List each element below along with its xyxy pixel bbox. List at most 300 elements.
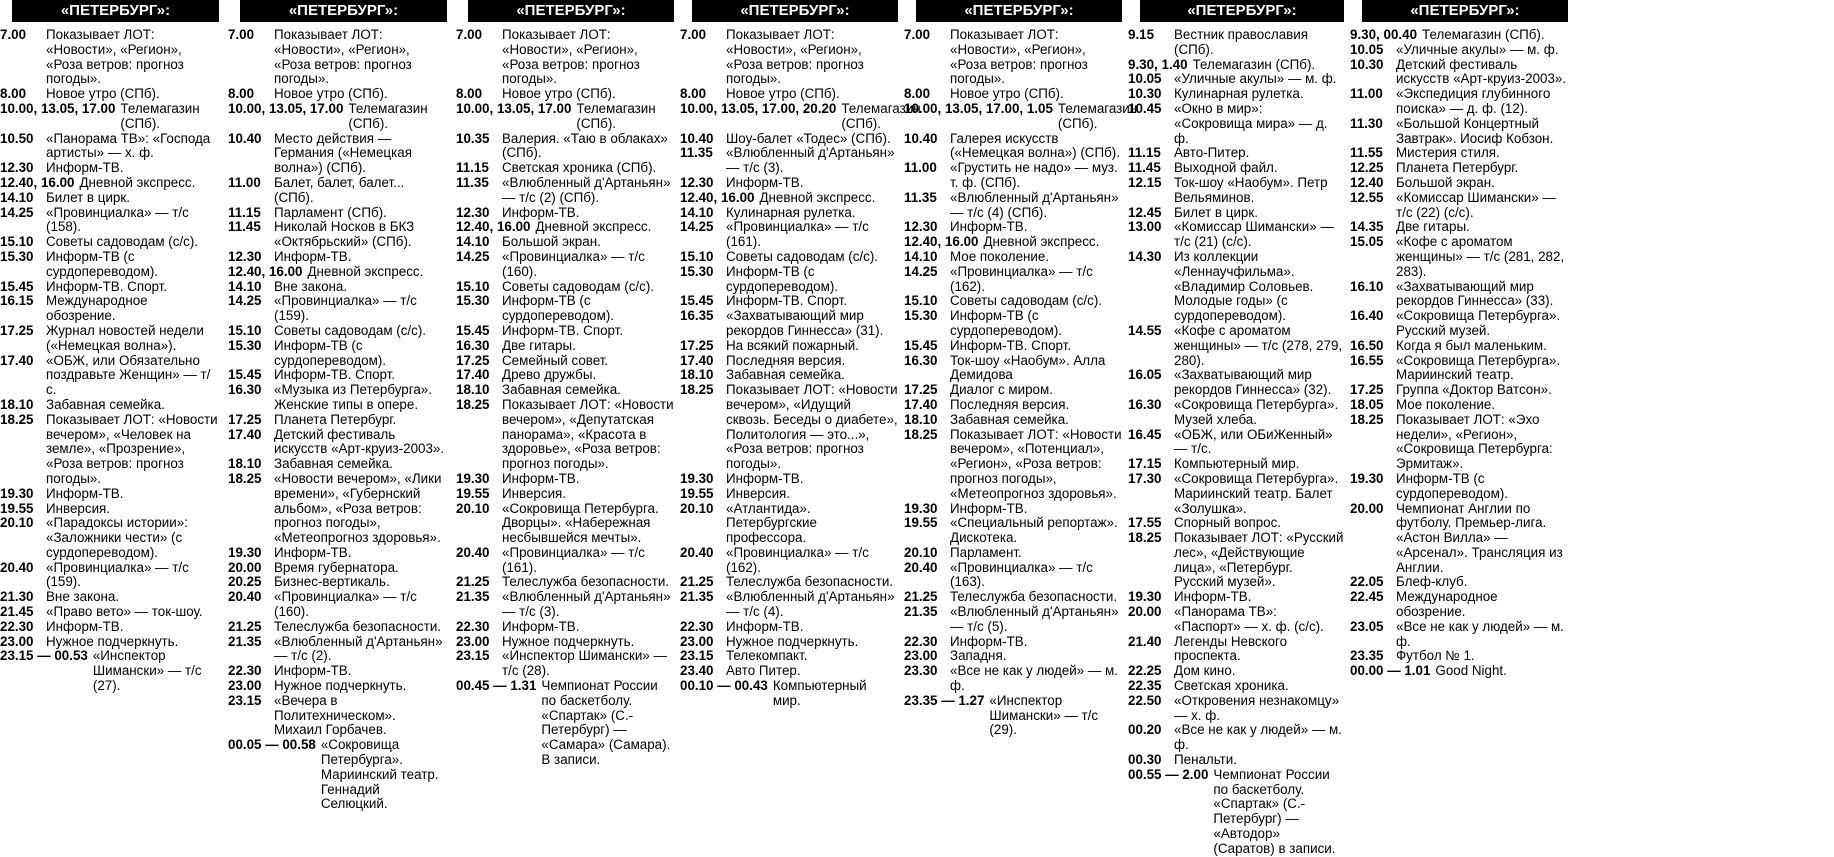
- program-time: 00.00 — 1.01: [1350, 663, 1431, 679]
- program-entry: [456, 28, 674, 87]
- program-entry: [0, 502, 219, 517]
- program-time: 19.55: [904, 515, 938, 531]
- program-title: Показывает ЛОТ: «Новости вечером», «Потенциал», «Регион», «Роза ветров: прогноз погоды», «Метеопрогноз здоровья».: [950, 426, 1122, 501]
- program-title: Телекомпакт.: [726, 648, 808, 664]
- program-time: 21.35: [904, 604, 938, 620]
- program-entry: [904, 191, 1122, 221]
- program-time: 18.25: [680, 382, 714, 398]
- program-time: 12.40, 16.00: [0, 174, 75, 190]
- program-entry: [0, 590, 219, 605]
- program-entry: [1128, 324, 1344, 368]
- program-entry: [1350, 649, 1568, 664]
- program-title: Новое утро (СПб).: [502, 86, 616, 102]
- program-time: 11.15: [1128, 145, 1161, 161]
- program-title: Показывает ЛОТ: «Эхо недели», «Регион», «Сокровища Петербурга: Эрмитаж».: [1396, 411, 1553, 472]
- program-title: Информ-ТВ (с сурдопереводом).: [46, 248, 158, 279]
- program-title: Чемпионат России по баскетболу. «Спартак» (С.-Петербург) — «Самара» (Самара). В записи.: [541, 678, 671, 768]
- program-time: 7.00: [680, 27, 707, 42]
- program-entry: [456, 575, 674, 590]
- program-time: 15.45: [228, 367, 262, 383]
- program-title: Когда я был маленьким.: [1396, 337, 1547, 353]
- program-entry: [1128, 516, 1344, 531]
- program-entry: [1128, 472, 1344, 516]
- program-title: Телемагазин (СПб).: [1192, 56, 1316, 72]
- program-time: 23.15: [680, 648, 714, 664]
- program-entry: [680, 679, 898, 709]
- program-title: На всякий пожарный.: [726, 337, 859, 353]
- program-time: 20.40: [680, 544, 714, 560]
- program-time: 13.00: [1128, 219, 1162, 235]
- program-title: Телемагазин (СПб).: [1422, 27, 1545, 42]
- program-entry: [1350, 146, 1568, 161]
- program-title: Журнал новостей недели («Немецкая волна»).: [46, 322, 204, 353]
- program-entry: [1128, 72, 1344, 87]
- program-title: Информ-ТВ (с сурдопереводом).: [274, 337, 386, 368]
- program-title: «Влюбленный д'Артаньян» — т/с (4) (СПб).: [950, 189, 1119, 220]
- program-time: 15.10: [680, 248, 714, 264]
- program-title: Информ-ТВ.: [46, 618, 124, 634]
- program-time: 21.45: [0, 604, 34, 620]
- program-entry: [680, 100, 921, 132]
- program-time: 19.30: [0, 485, 34, 501]
- program-time: 22.35: [1128, 678, 1162, 694]
- program-time: 16.30: [904, 352, 938, 368]
- channel-column: [1128, 0, 1344, 857]
- program-entry: [228, 664, 447, 679]
- program-title: Кулинарная рулетка.: [726, 204, 856, 220]
- program-time: 11.35: [904, 189, 937, 205]
- program-entry: [456, 280, 674, 295]
- program-entry: [680, 649, 898, 664]
- program-entry: [1350, 58, 1568, 88]
- program-title: Древо дружбы.: [502, 367, 597, 383]
- program-title: Телемагазин (СПб).: [1057, 100, 1138, 131]
- program-time: 11.55: [1350, 145, 1383, 161]
- program-time: 12.40, 16.00: [456, 219, 531, 235]
- program-entry: [0, 413, 219, 487]
- program-title: «Сокровища Петербурга. Дворцы». «Набережная несбывшейся мечты».: [502, 500, 659, 546]
- program-title: Забавная семейка.: [274, 456, 393, 472]
- program-entry: [1128, 531, 1344, 590]
- program-title: «Все не как у людей» — м. ф.: [1174, 722, 1342, 753]
- program-title: «Сокровища Петербурга». Мариинский театр. Балет «Золушка».: [1174, 470, 1339, 516]
- program-title: Показывает ЛОТ: «Новости вечером», «Депутатская панорама», «Красота в здоровье», «Роза ветров: прогноз погоды».: [502, 396, 674, 472]
- program-title: Компьютерный мир.: [1174, 456, 1300, 472]
- program-title: «ОБЖ, или Обязательно поздравьте Женщин» — т/с.: [46, 352, 211, 398]
- program-title: Дневной экспресс.: [983, 234, 1100, 250]
- program-time: 19.55: [0, 500, 34, 516]
- program-title: Показывает ЛОТ: «Новости», «Регион», «Роза ветров: прогноз погоды».: [274, 27, 412, 87]
- program-title: Новое утро (СПб).: [950, 86, 1064, 102]
- program-title: «Инспектор Шимански» — т/с (27).: [92, 648, 202, 694]
- program-title: Шоу-балет «Тодес» (СПб).: [726, 130, 891, 146]
- program-title: Международное обозрение.: [46, 293, 148, 324]
- program-title: Новое утро (СПб).: [726, 86, 840, 102]
- program-time: 8.00: [228, 86, 255, 102]
- program-time: 17.55: [1128, 515, 1162, 531]
- program-time: 14.25: [904, 263, 938, 279]
- program-time: 00.30: [1128, 752, 1162, 768]
- program-title: Ток-шоу «Наобум». Алла Демидова: [950, 352, 1106, 383]
- program-time: 16.55: [1350, 352, 1384, 368]
- program-entry: [1128, 58, 1344, 73]
- program-title: Компьютерный мир.: [772, 678, 867, 708]
- program-time: 16.35: [680, 308, 714, 324]
- program-title: Дневной экспресс.: [535, 219, 652, 235]
- program-time: 12.30: [0, 160, 34, 176]
- channel-header: «ПЕТЕРБУРГ»:: [240, 0, 447, 22]
- program-entry: [904, 87, 1122, 102]
- program-entry: [0, 28, 219, 87]
- program-entry: [456, 590, 674, 620]
- program-title: Новое утро (СПб).: [46, 86, 160, 102]
- program-entry: [904, 265, 1122, 295]
- program-title: Парламент.: [950, 544, 1022, 560]
- program-time: 10.30: [1128, 86, 1162, 102]
- program-time: 23.00: [456, 633, 490, 649]
- program-list: [456, 28, 674, 768]
- program-title: «Провинциалка» — т/с (162).: [726, 544, 869, 575]
- program-entry: [456, 176, 674, 206]
- program-title: «Провинциалка» — т/с (161).: [502, 544, 645, 575]
- program-entry: [228, 294, 447, 324]
- program-title: «Инспектор Шимански» — т/с (29).: [989, 692, 1099, 738]
- program-time: 19.55: [680, 485, 714, 501]
- program-time: 10.35: [456, 130, 490, 146]
- program-entry: [904, 546, 1122, 561]
- program-title: Информ-ТВ (с сурдопереводом).: [502, 293, 614, 324]
- program-entry: [680, 354, 898, 369]
- program-time: 23.05: [1350, 618, 1384, 634]
- program-time: 17.25: [0, 322, 34, 338]
- program-title: Время губернатора.: [274, 559, 399, 575]
- program-time: 23.00: [904, 648, 938, 664]
- program-time: 11.30: [1350, 115, 1383, 131]
- program-entry: [1128, 176, 1344, 206]
- program-time: 11.00: [228, 174, 261, 190]
- program-title: «ОБЖ, или ОБиЖенный» — т/с.: [1174, 426, 1333, 457]
- program-title: «Комиссар Шимански» — т/с (21) (с/с).: [1174, 219, 1334, 250]
- program-title: Информ-ТВ.: [726, 470, 804, 486]
- program-entry: [456, 472, 674, 487]
- program-time: 00.05 — 00.58: [228, 737, 316, 753]
- program-entry: [1128, 206, 1344, 221]
- program-entry: [456, 235, 674, 250]
- program-time: 15.05: [1350, 234, 1384, 250]
- program-title: Телемагазин (СПб).: [841, 100, 921, 131]
- program-time: 21.25: [228, 618, 262, 634]
- program-entry: [680, 250, 898, 265]
- program-title: Телемагазин (СПб).: [348, 100, 428, 131]
- program-entry: [228, 102, 447, 132]
- program-title: Информ-ТВ.: [274, 663, 352, 679]
- program-time: 19.30: [456, 470, 490, 486]
- program-title: Чемпионат России по баскетболу. «Спартак» (С.-Петербург) — «Автодор» (Саратов) в записи.: [1213, 766, 1336, 856]
- program-entry: [904, 516, 1122, 546]
- program-title: «Провинциалка» — т/с (159).: [274, 293, 417, 324]
- program-title: Пенальти.: [1174, 752, 1237, 768]
- program-time: 17.15: [1128, 456, 1162, 472]
- program-entry: [456, 649, 674, 679]
- program-time: 9.15: [1128, 27, 1155, 42]
- program-title: Западня.: [950, 648, 1007, 664]
- program-entry: [456, 398, 674, 472]
- program-entry: [904, 235, 1122, 250]
- program-title: «Влюбленный д'Артаньян» — т/с (3).: [726, 145, 895, 176]
- program-title: Дневной экспресс.: [79, 174, 196, 190]
- program-title: «Провинциалка» — т/с (160).: [274, 589, 417, 620]
- program-title: Информ-ТВ. Спорт.: [274, 367, 396, 383]
- program-title: Информ-ТВ.: [502, 204, 580, 220]
- program-time: 15.30: [904, 308, 938, 324]
- program-entry: [456, 635, 674, 650]
- program-time: 7.00: [904, 27, 931, 42]
- channel-column: [456, 0, 674, 768]
- program-entry: [680, 87, 898, 102]
- program-title: Good Night.: [1435, 663, 1507, 679]
- program-title: Информ-ТВ.: [46, 160, 124, 176]
- program-entry: [904, 413, 1122, 428]
- program-entry: [1350, 472, 1568, 502]
- program-entry: [1350, 354, 1568, 384]
- program-time: 19.30: [228, 544, 262, 560]
- program-time: 11.15: [228, 204, 261, 220]
- channel-header: «ПЕТЕРБУРГ»:: [916, 0, 1122, 22]
- program-entry: [1128, 368, 1344, 398]
- program-time: 18.25: [0, 411, 34, 427]
- program-entry: [456, 87, 674, 102]
- program-time: 19.30: [1350, 470, 1384, 486]
- program-entry: [680, 294, 898, 309]
- program-entry: [680, 206, 898, 221]
- program-entry: [680, 265, 898, 295]
- program-title: Из коллекции «Леннаучфильма». «Владимир Соловьев. Молодые годы» (с сурдопереводом).: [1174, 248, 1314, 324]
- program-entry: [680, 502, 898, 546]
- program-time: 7.00: [228, 27, 255, 42]
- program-time: 21.35: [456, 589, 490, 605]
- program-entry: [1350, 220, 1568, 235]
- program-entry: [1128, 220, 1344, 250]
- program-entry: [228, 428, 447, 458]
- program-title: Вне закона.: [46, 589, 120, 605]
- program-time: 10.05: [1128, 71, 1162, 87]
- program-entry: [456, 220, 674, 235]
- program-title: Мое поколение.: [950, 248, 1050, 264]
- program-time: 12.30: [228, 248, 262, 264]
- program-entry: [1128, 605, 1344, 635]
- program-time: 23.35: [1350, 648, 1384, 664]
- program-entry: [680, 368, 898, 383]
- program-title: Забавная семейка.: [502, 382, 621, 398]
- program-entry: [0, 620, 219, 635]
- program-title: «Кофе с ароматом женщины» — т/с (281, 282, 283).: [1396, 234, 1565, 279]
- program-time: 20.25: [228, 574, 262, 590]
- program-title: Показывает ЛОТ: «Новости», «Регион», «Роза ветров: прогноз погоды».: [950, 27, 1088, 87]
- program-time: 15.30: [228, 337, 262, 353]
- program-time: 17.40: [0, 352, 34, 368]
- program-entry: [904, 502, 1122, 517]
- program-title: «Влюбленный д'Артаньян» — т/с (3).: [502, 589, 671, 620]
- program-time: 16.50: [1350, 337, 1384, 353]
- program-time: 15.45: [0, 278, 34, 294]
- program-time: 18.25: [228, 470, 262, 486]
- program-entry: [228, 206, 447, 221]
- program-entry: [0, 235, 219, 250]
- program-title: «Право вето» — ток-шоу.: [46, 604, 203, 620]
- program-time: 19.55: [456, 485, 490, 501]
- program-time: 12.15: [1128, 174, 1162, 190]
- program-time: 10.00, 13.05, 17.00: [228, 100, 344, 116]
- program-title: Планета Петербург.: [1396, 160, 1519, 176]
- program-entry: [904, 605, 1122, 635]
- program-time: 10.00, 13.05, 17.00, 1.05: [904, 100, 1053, 116]
- program-title: Информ-ТВ.: [726, 174, 804, 190]
- program-time: 20.10: [904, 544, 938, 560]
- program-time: 9.30, 1.40: [1128, 56, 1188, 72]
- program-title: Советы садоводам (с/с).: [502, 278, 655, 294]
- program-entry: [904, 398, 1122, 413]
- program-title: Валерия. «Таю в облаках» (СПб).: [502, 130, 668, 161]
- program-entry: [904, 132, 1122, 162]
- program-time: 21.30: [0, 589, 34, 605]
- program-time: 22.30: [228, 663, 262, 679]
- program-time: 16.45: [1128, 426, 1162, 442]
- program-entry: [0, 354, 219, 398]
- program-time: 14.10: [0, 189, 34, 205]
- program-title: Две гитары.: [502, 337, 576, 353]
- program-entry: [904, 294, 1122, 309]
- program-title: Николай Носков в БКЗ «Октябрьский» (СПб).: [274, 219, 415, 250]
- program-time: 18.10: [904, 411, 938, 427]
- program-time: 7.00: [456, 27, 483, 42]
- program-time: 11.00: [1350, 86, 1383, 102]
- program-entry: [904, 161, 1122, 191]
- program-entry: [456, 339, 674, 354]
- program-entry: [904, 354, 1122, 384]
- program-entry: [1128, 664, 1344, 679]
- program-list: [1350, 28, 1568, 679]
- program-entry: [904, 590, 1122, 605]
- program-entry: [1350, 161, 1568, 176]
- program-title: Информ-ТВ. Спорт.: [502, 322, 624, 338]
- program-entry: [228, 132, 447, 176]
- program-title: «Влюбленный д'Артаньян» — т/с (5).: [950, 604, 1119, 634]
- program-title: Вестник православия (СПб).: [1174, 27, 1309, 57]
- program-entry: [0, 635, 219, 650]
- program-entry: [680, 176, 898, 191]
- program-title: «Захватывающий мир рекордов Гиннесса» (32).: [1174, 367, 1332, 398]
- program-title: Дневной экспресс.: [307, 263, 424, 279]
- program-entry: [904, 649, 1122, 664]
- program-entry: [456, 502, 674, 546]
- program-time: 00.55 — 2.00: [1128, 766, 1209, 782]
- program-entry: [904, 561, 1122, 591]
- program-entry: [456, 132, 674, 162]
- program-entry: [456, 368, 674, 383]
- program-entry: [904, 383, 1122, 398]
- program-entry: [680, 220, 898, 250]
- program-time: 14.25: [228, 293, 262, 309]
- program-title: «Влюбленный д'Артаньян» — т/с (4).: [726, 589, 895, 620]
- program-title: «Грустить не надо» — муз. т. ф. (СПб).: [950, 160, 1118, 190]
- program-entry: [1350, 502, 1568, 576]
- program-time: 20.40: [228, 589, 262, 605]
- program-title: «Все не как у людей» — м. ф.: [950, 663, 1118, 694]
- program-title: «Панорама ТВ»: «Паспорт» — х. ф. (с/с).: [1174, 604, 1324, 634]
- program-title: Забавная семейка.: [46, 396, 165, 412]
- program-title: «Атлантида». Петербургские профессора.: [726, 500, 817, 546]
- program-title: Инверсия.: [502, 485, 567, 501]
- program-entry: [0, 516, 219, 560]
- program-title: «Сокровища Петербурга». Русский музей.: [1396, 308, 1561, 338]
- channel-column: [904, 0, 1138, 738]
- program-title: «Провинциалка» — т/с (163).: [950, 559, 1093, 590]
- program-title: Инверсия.: [726, 485, 791, 501]
- program-entry: [680, 339, 898, 354]
- program-entry: [904, 309, 1122, 339]
- program-entry: [228, 546, 447, 561]
- program-title: «Музыка из Петербурга». Женские типы в опере.: [274, 382, 432, 412]
- program-title: Советы садоводам (с/с).: [726, 248, 879, 264]
- program-title: Телеслужба безопасности.: [502, 574, 670, 590]
- program-title: Информ-ТВ (с сурдопереводом).: [1396, 470, 1508, 501]
- program-entry: [1128, 768, 1344, 857]
- program-title: Информ-ТВ.: [950, 500, 1028, 516]
- program-title: Показывает ЛОТ: «Русский лес», «Действующие лица», «Петербург. Русский музей».: [1174, 530, 1344, 590]
- program-time: 15.30: [680, 263, 714, 279]
- program-time: 14.25: [456, 248, 490, 264]
- program-time: 22.30: [456, 618, 490, 634]
- program-entry: [1350, 117, 1568, 147]
- program-time: 7.00: [0, 27, 27, 42]
- program-title: Показывает ЛОТ: «Новости», «Регион», «Роза ветров: прогноз погоды».: [502, 27, 640, 87]
- program-title: Международное обозрение.: [1396, 589, 1498, 620]
- program-time: 14.10: [680, 204, 714, 220]
- program-title: Информ-ТВ. Спорт.: [726, 293, 848, 309]
- program-title: Советы садоводам (с/с).: [274, 322, 427, 338]
- program-entry: [228, 383, 447, 413]
- program-list: [0, 28, 219, 694]
- program-title: Телемагазин (СПб).: [120, 100, 200, 131]
- program-time: 20.00: [1350, 500, 1384, 516]
- program-time: 14.30: [1128, 248, 1162, 264]
- program-title: Нужное подчеркнуть.: [726, 633, 859, 649]
- program-entry: [1128, 161, 1344, 176]
- program-time: 21.40: [1128, 633, 1162, 649]
- program-entry: [228, 620, 447, 635]
- program-title: Информ-ТВ.: [274, 544, 352, 560]
- program-entry: [1350, 309, 1568, 339]
- program-title: Показывает ЛОТ: «Новости вечером», «Идущий сквозь. Беседы о диабете», Политология — это...», «Роза ветров: прогноз погоды».: [726, 382, 898, 472]
- program-time: 20.40: [0, 559, 34, 575]
- program-entry: [228, 738, 447, 812]
- program-time: 18.05: [1350, 396, 1384, 412]
- program-entry: [680, 590, 898, 620]
- program-title: «Специальный репортаж». Дискотека.: [950, 515, 1118, 546]
- program-title: Легенды Невского проспекта.: [1174, 633, 1288, 664]
- program-entry: [0, 561, 219, 591]
- program-time: 20.10: [0, 515, 34, 531]
- program-time: 20.40: [456, 544, 490, 560]
- program-time: 12.40, 16.00: [228, 263, 303, 279]
- program-list: [1128, 28, 1344, 857]
- program-entry: [456, 679, 674, 768]
- program-time: 23.00: [680, 633, 714, 649]
- program-entry: [1350, 191, 1568, 221]
- program-time: 21.25: [456, 574, 490, 590]
- program-entry: [0, 161, 219, 176]
- program-title: «Кофе с ароматом женщины» — т/с (278, 279, 280).: [1174, 322, 1343, 368]
